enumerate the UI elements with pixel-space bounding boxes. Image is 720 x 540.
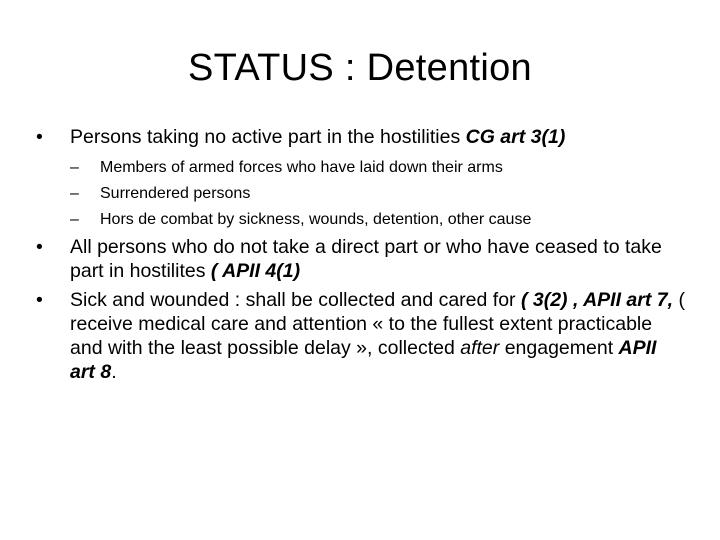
bullet-icon: • bbox=[36, 126, 43, 148]
slide-content bbox=[36, 125, 686, 389]
emphasis-after: after bbox=[460, 337, 500, 359]
sub-bullet-text: Surrendered persons bbox=[100, 185, 251, 202]
bullet-text: All persons who do not take a direct part or who have ceased to take part in hostilites bbox=[70, 236, 662, 282]
sub-bullet-text: Members of armed forces who have laid down their arms bbox=[100, 159, 503, 176]
bullet-reference: CG art 3(1) bbox=[465, 126, 566, 148]
bullet-text: engagement bbox=[499, 337, 619, 359]
sub-bullet-armed-forces bbox=[70, 155, 686, 181]
bullet-reference: ( 3(2) , APII art 7, bbox=[520, 289, 674, 311]
bullet-sick-and-wounded bbox=[36, 288, 686, 384]
bullet-text: ( receive medical care and attention « to the fullest extent practicable and with the least possible delay », collected bbox=[70, 289, 685, 359]
bullet-text: . bbox=[111, 361, 117, 383]
bullet-all-persons bbox=[36, 235, 686, 283]
bullet-text: Persons taking no active part in the hostilities bbox=[70, 126, 466, 148]
bullet-reference: ( APII 4(1) bbox=[210, 260, 301, 282]
sub-bullet-text: Hors de combat by sickness, wounds, detention, other cause bbox=[100, 211, 532, 228]
bullet-persons-no-active-part bbox=[36, 125, 686, 149]
slide-title: STATUS : Detention bbox=[187, 47, 532, 89]
sub-bullet-hors-de-combat bbox=[70, 207, 686, 233]
bullet-icon: • bbox=[36, 289, 43, 311]
bullet-reference: APII art 8 bbox=[70, 337, 657, 383]
bullet-text: Sick and wounded : shall be collected and cared for bbox=[70, 289, 521, 311]
dash-icon: – bbox=[70, 211, 79, 228]
dash-icon: – bbox=[70, 185, 79, 202]
dash-icon: – bbox=[70, 159, 79, 176]
sub-bullet-surrendered bbox=[70, 181, 686, 207]
sub-bullet-list bbox=[36, 155, 686, 233]
bullet-icon: • bbox=[36, 236, 43, 258]
